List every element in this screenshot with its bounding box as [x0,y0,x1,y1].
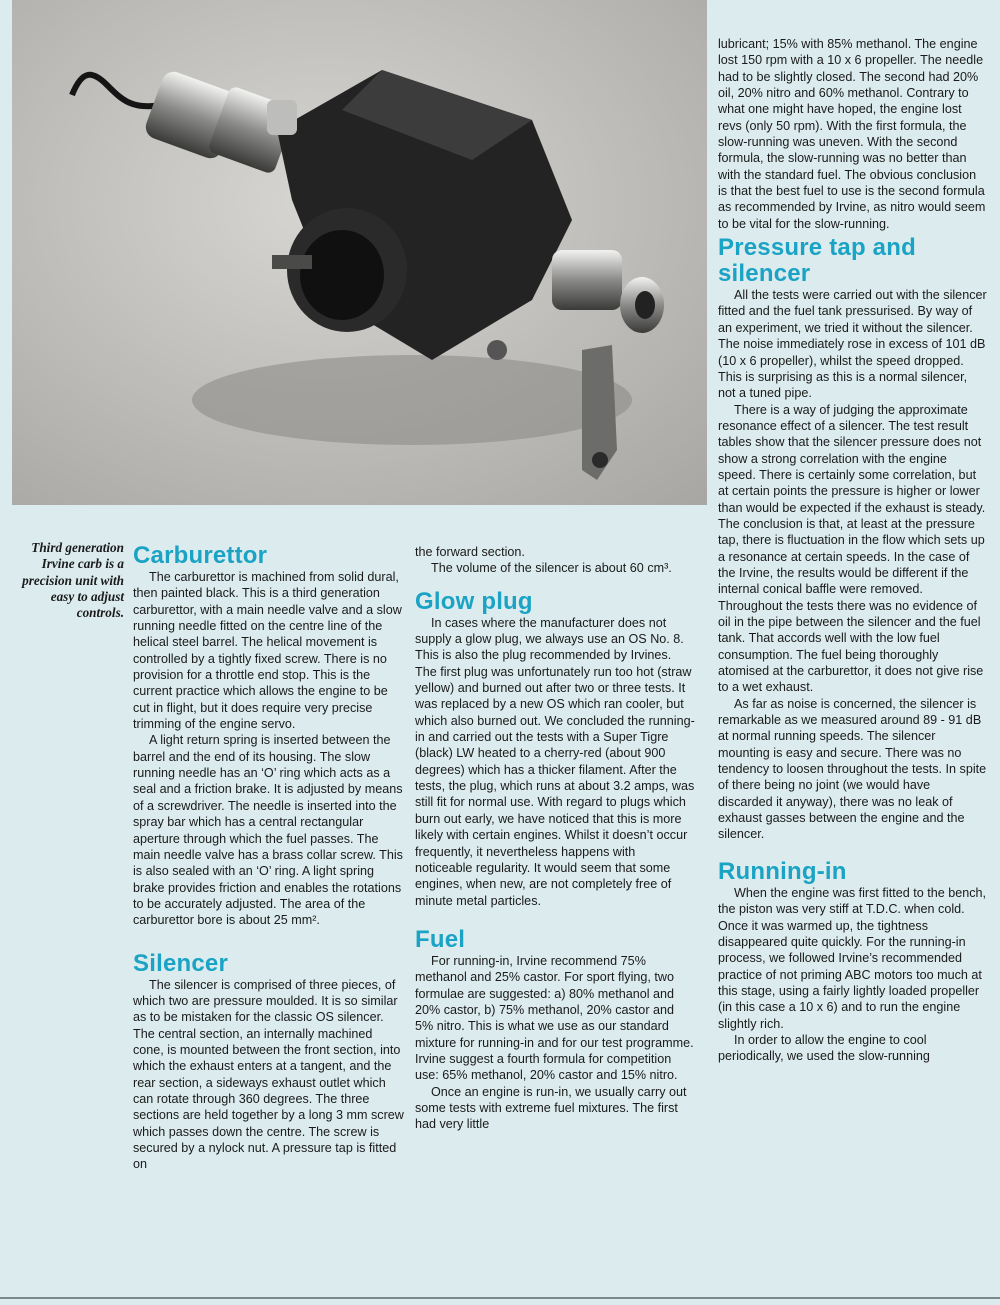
heading-pressure-tap: Pressure tap and silencer [718,234,916,288]
column-3 [718,36,988,1065]
pressure-tap-paragraph-2: There is a way of judging the approximate resonance effect of a silencer. The test result tables show that the silencer pressure does not show a strong correlation with the engine speed. There is certainly some correlation, but at certain points the pressure is higher or lower than would be expected if the exhaust is steady. The conclusion is that, at least at the pressure tap, there is fluctuation in the flow which sets up a resonance at certain speeds. In the case of the Irvine, the results would be different if the internal conical baffle were removed. Throughout the tests there was no evidence of oil in the pipe between the silencer and the fuel tank. That accords well with the low fuel consumption. The fuel being thoroughly atomised at the carburettor, it does not give rise to a wet exhaust. [718,402,986,695]
silencer-paragraph-2: The volume of the silencer is about 60 cm³. [431,561,672,576]
pressure-tap-paragraph-3: As far as noise is concerned, the silencer is remarkable as we measured around 89 - 91 dB at normal running speeds. The silencer mounting is easy and secure. There was no tendency to loosen throughout the tests. In spite of there being no joint (we would have discarded it anyway), there was no leak of exhaust gasses between the engine and the silencer. [718,696,987,842]
heading-silencer: Silencer [133,949,228,977]
carburettor-paragraph-2: A light return spring is inserted between the barrel and the end of its housing. The slow running needle has an ‘O’ ring which acts as a seal and a friction brake. It is adjusted by means of a screwdriver. The needle is inserted into the spray bar which has a central rectangular aperture through which the fuel passes. The main needle valve has a brass collar screw. This is also sealed with an ‘O’ ring. A light spring brake provides friction and enables the rotations to be accurately adjusted. The area of the carburettor bore is about 25 mm². [133,733,403,928]
silencer-paragraph-1: The silencer is comprised of three pieces, of which two are pressure moulded. It is so similar as to be mistaken for the classic OS silencer. The central section, an internally machined cone, is mounted between the front section, into which the exhaust enters at a tangent, and the rear section, a sideways exhaust outlet which can rotate through 360 degrees. The three sections are held together by a long 3 mm screw which passes down the centre. The screw is secured by a nylock nut. A pressure tap is fitted on [133,977,404,1172]
heading-running-in: Running-in [718,857,847,885]
photo-caption: Third generation Irvine carb is a precision unit with easy to adjust controls. [22,540,124,621]
fuel-paragraph-2: Once an engine is run-in, we usually carry out some tests with extreme fuel mixtures. The first had very little [415,1084,687,1132]
heading-carburettor: Carburettor [133,542,268,569]
column-2 [415,544,695,1133]
footer-rule [0,1297,1000,1299]
running-in-paragraph-1: When the engine was first fitted to the bench, the piston was very stiff at T.D.C. when cold. Once it was warmed up, the tightness disappeared quite quickly. For the running-in process, we followed Irvine’s recommended practice of not priming ABC motors too much at this stage, using a fairly lightly loaded propeller (in this case a 10 x 6) and to run the engine slightly rich. [718,885,987,1031]
running-in-paragraph-2: In order to allow the engine to cool periodically, we used the slow-running [718,1032,930,1064]
carburettor-photo [12,0,707,505]
fuel-paragraph-1: For running-in, Irvine recommend 75% methanol and 25% castor. For sport flying, two formulae are suggested: a) 80% methanol and 20% castor, b) 75% methanol, 20% castor and 5% nitro. This is what we use as our standard mixture for running-in and for our test programme. Irvine suggest a fourth formula for competition use: 65% methanol, 20% castor and 15% nitro. [415,953,694,1083]
glow-plug-paragraph-1: In cases where the manufacturer does not supply a glow plug, we always use an OS No. 8. This is also the plug recommended by Irvines. The first plug was unfortunately run too hot (straw yellow) and burned out after two or three tests. It was replaced by a new OS which ran cooler, but which also burned out. We concluded the running-in and carried out the tests with a Super Tigre (black) LW heated to a cherry-red (about 900 degrees) which has a thicker filament. After the tests, the plug, which runs at about 3.2 amps, was still fit for normal use. With regard to plugs which burn out early, we have noticed that this is more likely with certain engines. Whilst it doesn’t occur frequently, it nevertheless happens with noticeable regularity. It would seem that some engines, when new, are not completely free of minute metal particles. [415,615,695,908]
pressure-tap-paragraph-1: All the tests were carried out with the silencer fitted and the fuel tank pressurised. By way of an experiment, we tried it without the silencer. The noise immediately rose in excess of 101 dB (10 x 6 propeller), whilst the speed dropped. This is surprising as this is a normal silencer, not a tuned pipe. [718,288,987,401]
carburettor-paragraph-1: The carburettor is machined from solid dural, then painted black. This is a third generation carburettor, with a main needle valve and a slow running needle fitted on the centre line of the helical steel barrel. The helical movement is controlled by a tightly fixed screw. There is no provision for a throttle end stop. This is the current practice which allows the engine to be cut in flight, but it does require very precise trimming of the engine servo. [133,570,402,732]
heading-fuel: Fuel [415,925,466,953]
heading-glow-plug: Glow plug [415,587,533,615]
silencer-continuation: the forward section. [415,545,525,559]
fuel-continuation: lubricant; 15% with 85% methanol. The engine lost 150 rpm with a 10 x 6 propeller. The needle had to be slightly closed. The second had 20% oil, 20% nitro and 60% methanol. Contrary to what one might have hoped, the engine lost revs (only 50 rpm). With the first formula, the slow-running was uneven. With the second formula, the slow-running was no better than with the standard fuel. The obvious conclusion is that the best fuel to use is the second formula as recommended by Irvine, as nitro would seem to be vital for the slow-running. [718,37,986,231]
column-1 [133,543,405,1173]
